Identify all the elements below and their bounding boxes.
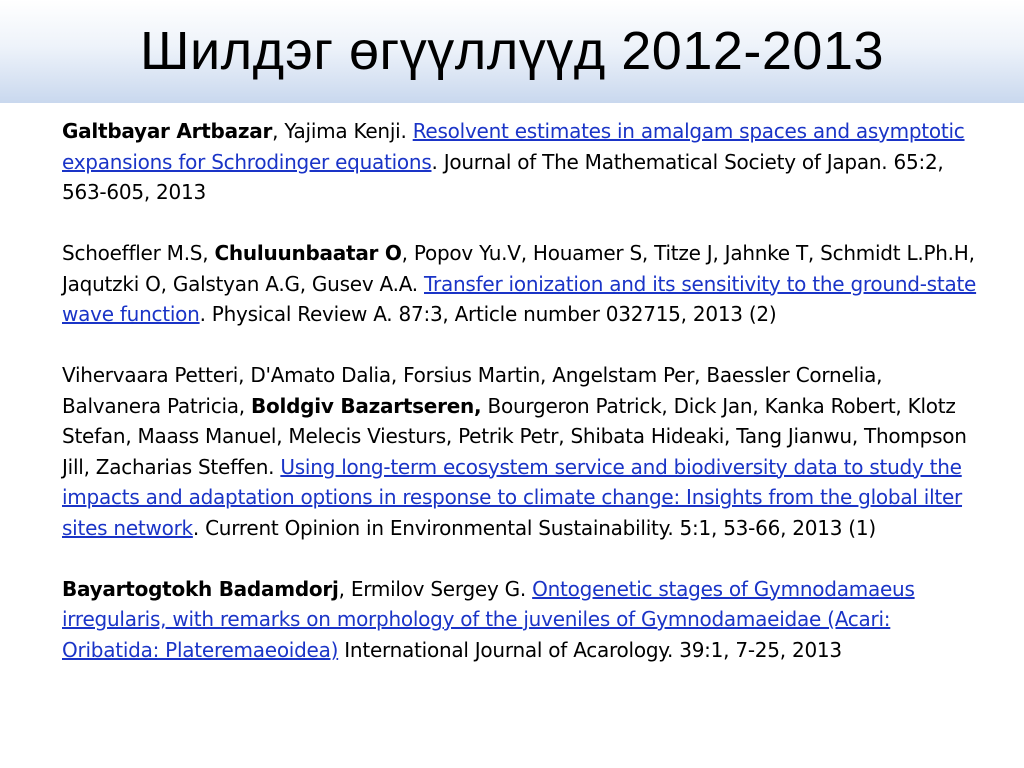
leading-authors: Vihervaara Petteri, D'Amato Dalia, Forsius Martin, Angelstam Per, Baessler Cornelia, Balvanera Patricia,	[62, 363, 883, 418]
co-authors: Bourgeron Patrick, Dick Jan, Kanka Robert, Klotz Stefan, Maass Manuel, Melecis Viesturs, Petrik Petr, Shibata Hideaki, Tang Jianwu, Thompson Jill, Zacharias Steffen.	[62, 393, 967, 479]
co-authors: , Ermilov Sergey G.	[338, 576, 533, 601]
co-authors: , Popov Yu.V, Houamer S, Titze J, Jahnke T, Schmidt L.Ph.H, Jaqutzki O, Galstyan A.G, Gusev A.A.	[62, 241, 975, 296]
publication-link-1[interactable]: Resolvent estimates in amalgam spaces and asymptotic expansions for Schrodinger equations	[62, 119, 965, 174]
publication-link-3[interactable]: Using long-term ecosystem service and biodiversity data to study the impacts and adaptation options in response to climate change: Insights from the global ilter sites network	[62, 454, 963, 540]
co-authors: , Yajima Kenji.	[272, 119, 413, 143]
bold-author: Chuluunbaatar O	[214, 241, 402, 265]
journal-citation: International Journal of Acarology. 39:1, 7-25, 2013	[338, 637, 842, 662]
publication-link-2[interactable]: Transfer ionization and its sensitivity to the ground-state wave function	[62, 271, 977, 326]
publication-entry-4	[62, 574, 978, 666]
publication-list	[62, 116, 978, 696]
bold-author: Boldgiv Bazartseren,	[251, 393, 482, 418]
journal-citation: . Current Opinion in Environmental Sustainability. 5:1, 53-66, 2013 (1)	[192, 515, 876, 540]
publication-entry-3	[62, 360, 978, 543]
slide-title: Шилдэг өгүүллүүд 2012-2013	[139, 21, 885, 81]
journal-citation: . Physical Review A. 87:3, Article number 032715, 2013 (2)	[199, 302, 777, 326]
publication-entry-2	[62, 238, 978, 330]
bold-author: Bayartogtokh Badamdorj	[62, 576, 339, 601]
bold-author: Galtbayar Artbazar	[62, 119, 273, 143]
journal-citation: . Journal of The Mathematical Society of Japan. 65:2, 563-605, 2013	[62, 149, 944, 204]
publication-entry-1	[62, 116, 978, 208]
leading-authors: Schoeffler M.S,	[62, 241, 215, 265]
publication-link-4[interactable]: Ontogenetic stages of Gymnodamaeus irregularis, with remarks on morphology of the juveniles of Gymnodamaeidae (Acari: Oribatida: Plateremaeoidea)	[62, 576, 915, 662]
